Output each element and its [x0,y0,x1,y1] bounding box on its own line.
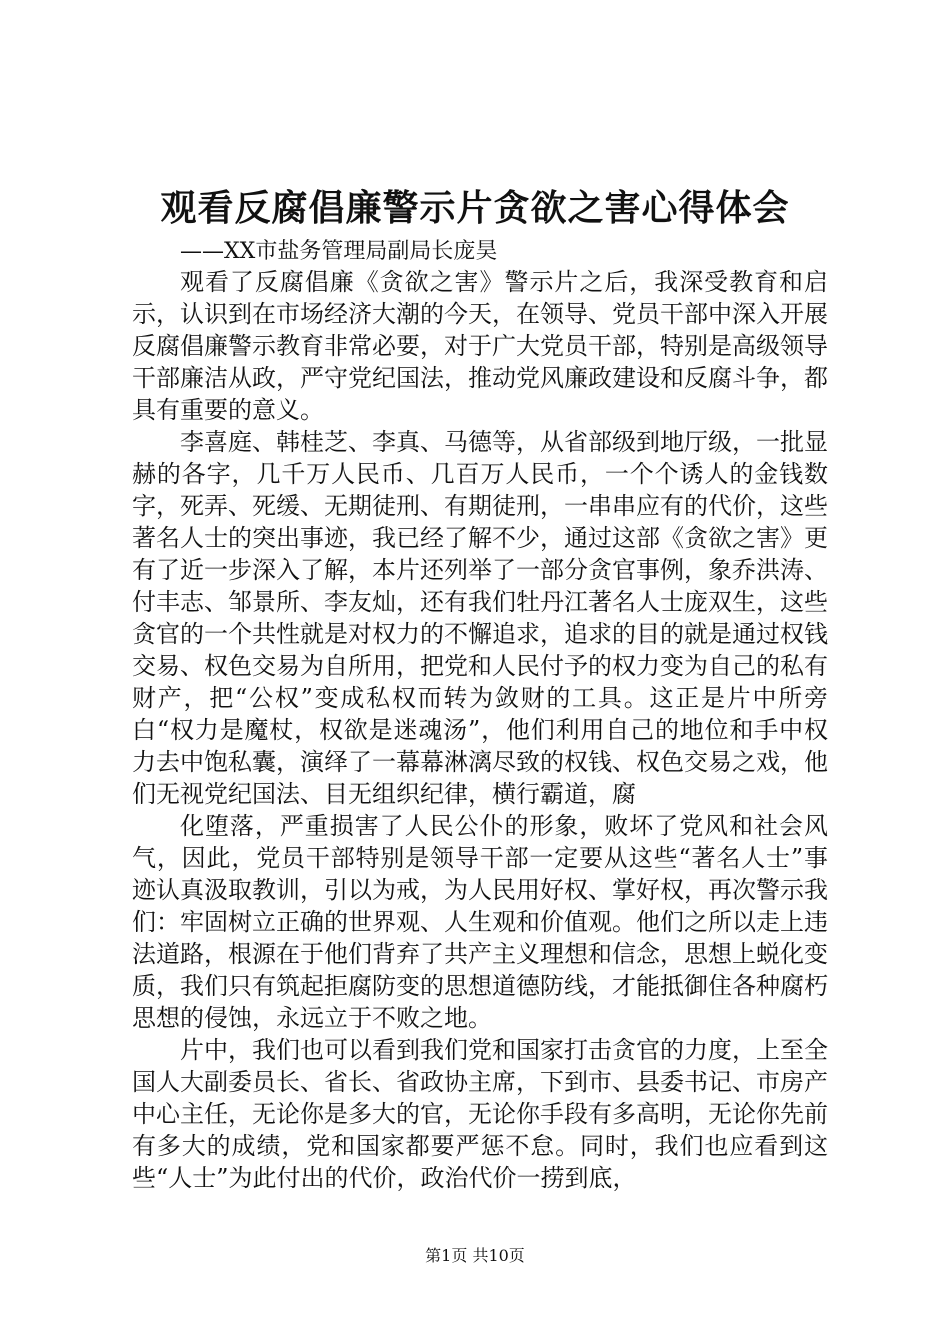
document-body [132,266,828,1194]
paragraph: 化堕落，严重损害了人民公仆的形象，败坏了党风和社会风气，因此，党员干部特别是领导干部一定要从这些“著名人士”事迹认真汲取教训，引以为戒，为人民用好权、掌好权，再次警示我们：牢固树立正确的世界观、人生观和价值观。他们之所以走上违法道路，根源在于他们背弃了共产主义理想和信念，思想上蜕化变质，我们只有筑起拒腐防变的思想道德防线，才能抵御住各种腐朽思想的侵蚀，永远立于不败之地。 [132,812,828,1032]
paragraph: 片中，我们也可以看到我们党和国家打击贪官的力度，上至全国人大副委员长、省长、省政协主席，下到市、县委书记、市房产中心主任，无论你是多大的官，无论你手段有多高明，无论你先前有多大的成绩，党和国家都要严惩不怠。同时，我们也应看到这些“人士”为此付出的代价，政治代价一捞到底， [132,1036,828,1192]
paragraph: 李喜庭、韩桂芝、李真、马德等，从省部级到地厅级，一批显赫的各字，几千万人民币、几百万人民币，一个个诱人的金钱数字，死弄、死缓、无期徒刑、有期徒刑，一串串应有的代价，这些著名人士的突出事迹，我已经了解不少，通过这部《贪欲之害》更有了近一步深入了解，本片还列举了一部分贪官事例，象乔洪涛、付丰志、邹景所、李友灿，还有我们牡丹江著名人士庞双生，这些贪官的一个共性就是对权力的不懈追求，追求的目的就是通过权钱交易、权色交易为自所用，把党和人民付予的权力变为自己的私有财产，把“公权”变成私权而转为敛财的工具。这正是片中所旁白“权力是魔杖，权欲是迷魂汤”，他们利用自己的地位和手中权力去中饱私囊，演绎了一幕幕淋漓尽致的权钱、权色交易之戏，他们无视党纪国法、目无组织纪律，横行霸道，腐 [132,428,828,808]
page-number: 第1页 共10页 [425,1246,525,1265]
author-line: ——XX市盐务管理局副局长庞昊 [180,239,498,264]
document-title: 观看反腐倡廉警示片贪欲之害心得体会 [160,187,790,229]
paragraph: 观看了反腐倡廉《贪欲之害》警示片之后，我深受教育和启示，认识到在市场经济大潮的今天，在领导、党员干部中深入开展反腐倡廉警示教育非常必要，对于广大党员干部，特别是高级领导干部廉洁从政，严守党纪国法，推动党风廉政建设和反腐斗争，都具有重要的意义。 [132,268,828,424]
